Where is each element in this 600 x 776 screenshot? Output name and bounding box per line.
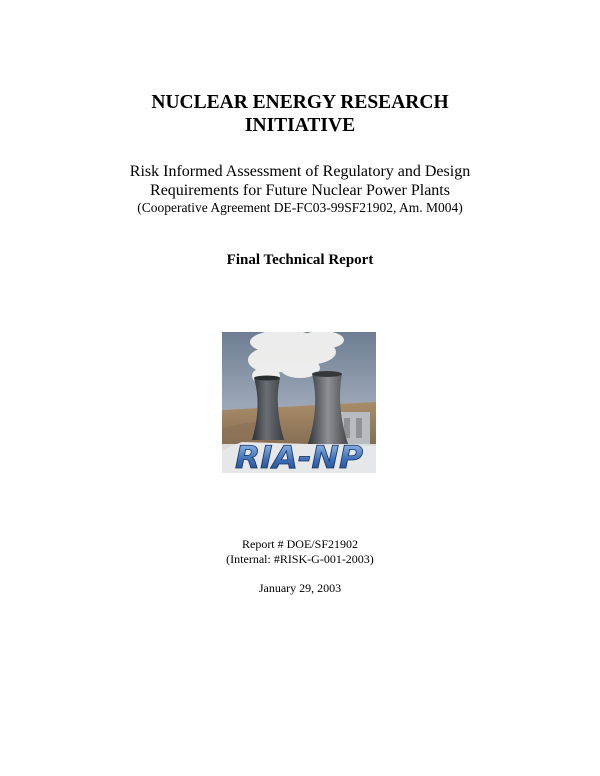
cooling-towers-logo-image [222, 332, 376, 473]
report-identifiers [0, 537, 600, 566]
document-title [0, 91, 600, 137]
title-line-2: INITIATIVE [244, 115, 356, 136]
document-subtitle [0, 162, 600, 200]
internal-number: (Internal: #RISK-G-001-2003) [226, 551, 374, 566]
subtitle-line-2: Requirements for Future Nuclear Power Plants [150, 182, 450, 199]
title-line-1: NUCLEAR ENERGY RESEARCH [151, 92, 449, 113]
report-date: January 29, 2003 [258, 581, 342, 595]
report-type: Final Technical Report [226, 252, 374, 268]
logo-wordmark: RIA-NP [235, 440, 364, 473]
report-number: Report # DOE/SF21902 [241, 537, 358, 551]
subtitle-line-1: Risk Informed Assessment of Regulatory and Design [129, 163, 471, 180]
cooperative-agreement: (Cooperative Agreement DE-FC03-99SF21902, Am. M004) [137, 200, 463, 215]
